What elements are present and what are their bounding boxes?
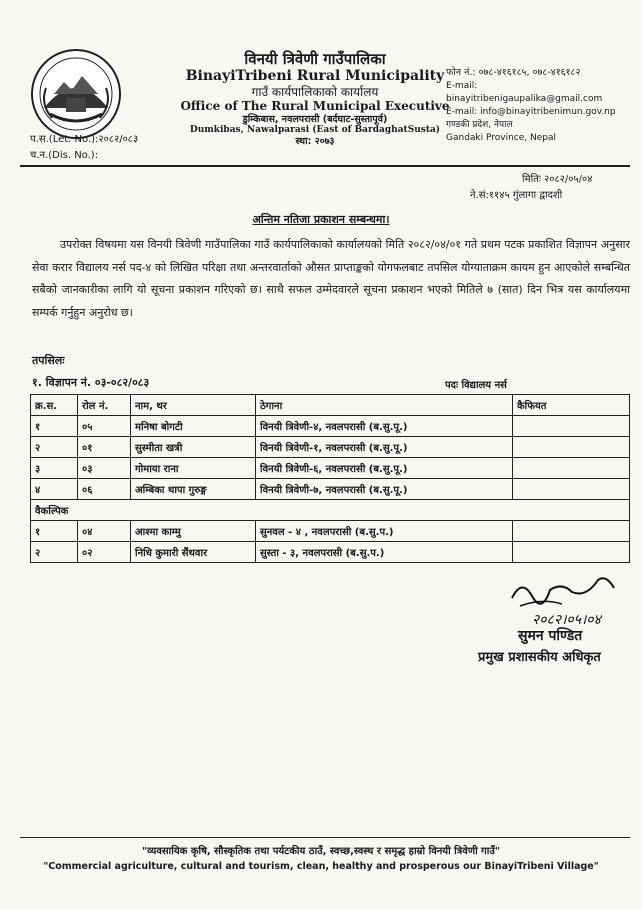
office-header [160, 50, 470, 147]
date-nepal-sambat: ने.सं:११४५ गुंलागा द्वादशी [470, 189, 563, 201]
cell-roll: ०५ [78, 416, 131, 437]
table-row [31, 416, 630, 437]
cell-name: गोमाया राना [131, 458, 256, 479]
col-header-remarks: कैफियत [513, 395, 630, 416]
cell-remarks [513, 437, 630, 458]
cell-address: सुस्ता - ३, नवलपरासी (ब.सु.प.) [256, 542, 513, 563]
cell-sn: १ [31, 521, 78, 542]
cell-sn: १ [31, 416, 78, 437]
footer-slogan-en: "Commercial agriculture, cultural and tourism, clean, healthy and prosperous our BinayiTribeni Village" [43, 861, 599, 872]
dispatch-number: च.न.(Dis. No.): [30, 150, 99, 161]
col-header-sn: क्र.स. [31, 395, 78, 416]
details-label: तपसिलः [32, 354, 65, 367]
email-primary[interactable]: binayitribenigaupalika@gmail.com [446, 93, 603, 104]
cell-address: विनयी त्रिवेणी-७, नवलपरासी (ब.सु.पू.) [256, 479, 513, 500]
footer-divider [20, 837, 630, 838]
cell-remarks [513, 416, 630, 437]
cell-sn: २ [31, 437, 78, 458]
province-np: गण्डकी प्रदेश, नेपाल [446, 119, 513, 130]
cell-roll: ०१ [78, 437, 131, 458]
signature-date: २०८२।०५।०४ [532, 612, 601, 628]
signatory-name: सुमन पण्डित [518, 628, 583, 644]
address-np: डुम्किबास, नवलपरासी (बर्दघाट-सुस्तापूर्व) [242, 113, 388, 125]
cell-address: विनयी त्रिवेणी-६, नवलपरासी (ब.सु.पू.) [256, 458, 513, 479]
municipality-name-np: विनयी त्रिवेणी गाउँपालिका [244, 50, 386, 68]
table-row [31, 458, 630, 479]
cell-name: निधि कुमारी सैंथवार [131, 542, 256, 563]
date-ad: मितिः २०८२/०५/०४ [522, 174, 593, 185]
table-header-row [31, 395, 630, 416]
cell-roll: ०२ [78, 542, 131, 563]
address-en: Dumkibas, Nawalparasi (East of BardaghatSusta) [189, 124, 441, 135]
cell-remarks [513, 542, 630, 563]
cell-remarks [513, 458, 630, 479]
alternate-label: वैकल्पिक [31, 500, 630, 521]
col-header-address: ठेगाना [256, 395, 513, 416]
cell-roll: ०४ [78, 521, 131, 542]
cell-roll: ०६ [78, 479, 131, 500]
alternate-section-row [31, 500, 630, 521]
table-row [31, 437, 630, 458]
post-title: पदः विद्यालय नर्स [445, 380, 507, 391]
letter-number: प.स.(Let. No.):२०८२/०८३ [30, 134, 139, 145]
cell-sn: २ [31, 542, 78, 563]
cell-name: सुस्मीता खत्री [131, 437, 256, 458]
phone-number: फोन नं.: ०७८-४१६१८५, ०७८-४१६१८२ [446, 67, 581, 78]
table-row [31, 479, 630, 500]
letter-date [470, 172, 630, 203]
cell-name: मनिषा बोगटी [131, 416, 256, 437]
table-row [31, 542, 630, 563]
cell-remarks [513, 521, 630, 542]
subject-line [0, 212, 642, 227]
table-row [31, 521, 630, 542]
cell-remarks [513, 479, 630, 500]
results-table [30, 394, 630, 563]
contact-info [446, 66, 636, 145]
cell-address: विनयी त्रिवेणी-४, नवलपरासी (ब.सु.पू.) [256, 416, 513, 437]
established: स्था: २०७३ [295, 135, 335, 147]
signatory-title: प्रमुख प्रशासकीय अधिकृत [478, 650, 601, 665]
cell-name: आश्मा काम्मु [131, 521, 256, 542]
col-header-roll: रोल नं. [78, 395, 131, 416]
email-secondary[interactable]: E-mail: info@binayitribenimun.gov.np [446, 106, 616, 117]
notice-body: उपरोक्त विषयमा यस विनयी त्रिवेणी गाउँपालिका गाउँ कार्यपालिकाको कार्यालयको मिति २०८२/०४/०१ गते प्रथम पटक प्रकाशित विज्ञापन अनुसार सेवा करार विद्यालय नर्स पद-४ को लिखित परिक्षा तथा अन्तरवार्ताको औसत प्राप्ताङ्कको योगफलबाट तपसिल योग्याताक्रम कायम हुन आएकोले सम्बन्धित सबैको जानकारीका लागि यो सूचना प्रकाशन गरिएको छ। साथै सफल उम्मेदवारले सूचना प्रकाशन भएको मितिले ७ (सात) दिन भित्र यस कार्यालयमा सम्पर्क गर्नुहुन अनुरोध छ। [32, 238, 630, 319]
office-name-np: गाउँ कार्यपालिकाको कार्यालय [251, 84, 379, 99]
office-name-en: Office of The Rural Municipal Executive [180, 99, 450, 114]
cell-roll: ०३ [78, 458, 131, 479]
letter-numbers [30, 132, 138, 164]
municipality-emblem [30, 48, 122, 140]
signature-mark [502, 568, 632, 632]
header-divider [20, 165, 630, 167]
cell-name: अम्बिका थापा गुरुङ्ग [131, 479, 256, 500]
col-header-name: नाम, थर [131, 395, 256, 416]
province-en: Gandaki Province, Nepal [446, 132, 557, 143]
cell-address: सुनवल - ४ , नवलपरासी (ब.सु.प.) [256, 521, 513, 542]
cell-address: विनयी त्रिवेणी-१, नवलपरासी (ब.सु.पू.) [256, 437, 513, 458]
footer-slogan-np: "व्यवसायिक कृषि, सौस्कृतिक तथा पर्यटकीय ठाउँ, स्वच्छ,स्वस्थ र समृद्ध हाम्रो विनयी त्रिवेणी गाउँ" [141, 846, 501, 857]
advertisement-number: १. विज्ञापन नं. ०३-०८२/०८३ [32, 376, 150, 389]
email-label: E-mail: [446, 80, 478, 91]
cell-sn: ४ [31, 479, 78, 500]
municipality-name-en: BinayiTribeni Rural Municipality [185, 68, 445, 84]
subject-text: अन्तिम नतिजा प्रकाशन सम्बन्धमा। [252, 213, 390, 226]
cell-sn: ३ [31, 458, 78, 479]
